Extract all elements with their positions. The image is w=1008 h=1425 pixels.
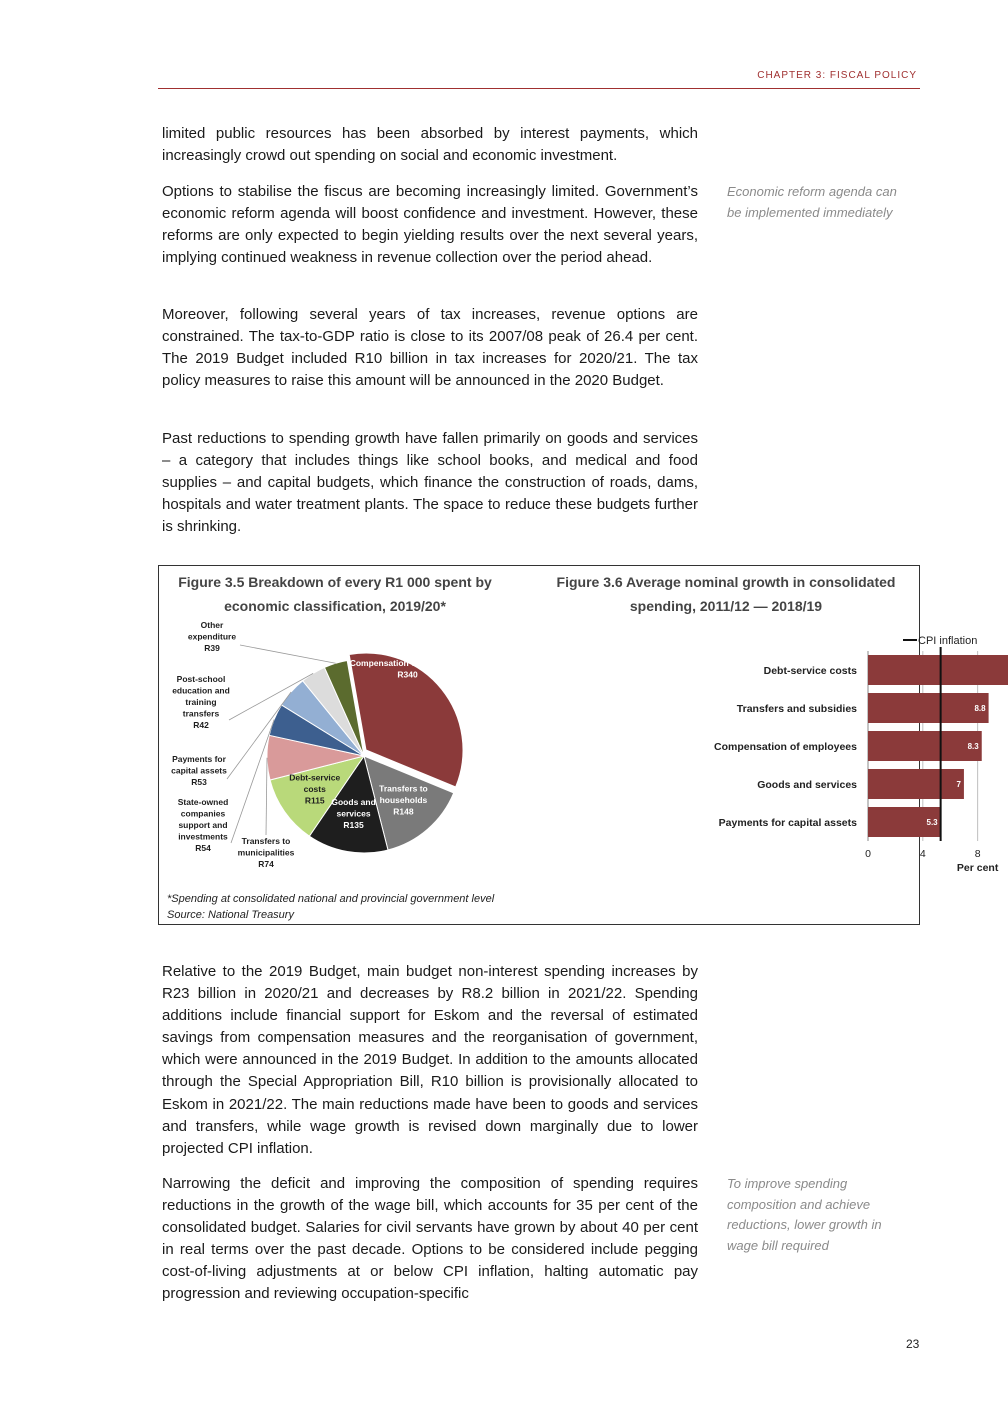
pie-label-compensation-of-employees: Compensation of employees R340	[349, 658, 466, 680]
bar-chart	[539, 635, 999, 881]
bar-category-debt-service-costs: Debt-service costs	[763, 665, 857, 677]
pie-leader-state-owned-companies-support-and-investments	[231, 720, 274, 843]
pie-leader-transfers-to-municipalities	[266, 758, 267, 835]
bar-value-payments-for-capital-assets: 5.3	[926, 818, 938, 827]
pie-label-payments-for-capital-assets: Payments for capital assets R53	[171, 754, 227, 787]
pie-chart	[159, 616, 499, 891]
paragraph-5: Relative to the 2019 Budget, main budget non-interest spending increases by R23 billion in 2020/21 and decreases by R8.2 billion in 2021/22. Spending additions include financial support for Eskom and the reversal of estimated savings from compensation measures and the reorganisation of government, which were announced in the 2019 Budget. In addition to the amounts allocated through the Special Appropriation Bill, R10 billion is provisionally allocated to Eskom in 2021/22. The main reductions made have been to goods and services and transfers, while wage growth is revised down marginally due to lower projected CPI inflation.	[162, 963, 698, 1157]
figure-source: Source: National Treasury	[167, 909, 294, 921]
bar-tick-8: 8	[974, 848, 981, 860]
bar-value-transfers-and-subsidies: 8.8	[974, 704, 986, 713]
side-note-1: Economic reform agenda can be implemented immediately	[727, 184, 897, 220]
pie-label-transfers-to-households: Transfers to households R148	[379, 783, 428, 817]
bar-value-goods-and-services: 7	[956, 780, 961, 789]
paragraph-4: Past reductions to spending growth have fallen primarily on goods and services – a category that includes things like school books, and medical and food supplies – and capital budgets, which finance the construction of roads, dams, hospitals and water treatment plants. The space to reduce these budgets further is shrinking.	[162, 430, 698, 536]
pie-label-debt-service-costs: Debt-service costs R115	[289, 772, 341, 806]
figure-3-5-title-line1: Figure 3.5 Breakdown of every R1 000 spent by	[178, 574, 492, 590]
bar-transfers-and-subsidies	[868, 693, 989, 723]
pie-label-transfers-to-municipalities: Transfers to municipalities R74	[237, 836, 295, 869]
pie-label-other-expenditure: Other expenditure R39	[187, 620, 237, 653]
page-number: 23	[906, 1337, 920, 1351]
figure-3-5-title	[165, 570, 505, 618]
bar-debt-service-costs	[868, 655, 1008, 685]
paragraph-2: Options to stabilise the fiscus are becoming increasingly limited. Government’s economic reform agenda will boost confidence and investment. However, these reforms are only expected to begin yielding results over the next several years, implying continued weakness in revenue collection over the period ahead.	[162, 183, 698, 267]
bar-tick-4: 4	[919, 848, 926, 860]
figure-3-6-title-line2: spending, 2011/12 — 2018/19	[629, 598, 823, 614]
bar-value-compensation-of-employees: 8.3	[967, 742, 979, 751]
pie-leader-other-expenditure	[240, 645, 336, 663]
bar-x-axis-label: Per cent	[956, 862, 999, 874]
bar-category-payments-for-capital-assets: Payments for capital assets	[718, 817, 857, 829]
bar-category-transfers-and-subsidies: Transfers and subsidies	[736, 703, 857, 715]
figure-footnote: *Spending at consolidated national and provincial government level	[167, 893, 495, 905]
legend-cpi-inflation-label: CPI inflation	[918, 635, 978, 647]
pie-label-state-owned-companies-support-and-investments: State-owned companies support and investments R54	[177, 797, 229, 853]
paragraph-1: limited public resources has been absorbed by interest payments, which increasingly crowd out spending on social and economic investment.	[162, 125, 698, 165]
paragraph-6: Narrowing the deficit and improving the composition of spending requires reductions in the growth of the wage bill, which accounts for 35 per cent of the consolidated budget. Salaries for civil servants have grown by about 40 per cent in real terms over the past decade. Options to be considered include pegging cost-of-living adjustments at or below CPI inflation, halting automatic pay progression and reviewing occupation-specific	[162, 1175, 698, 1303]
chapter-title: CHAPTER 3: FISCAL POLICY	[757, 70, 917, 81]
page-header	[158, 68, 920, 89]
bar-goods-and-services	[868, 769, 964, 799]
figure-3-6-title-line1: Figure 3.6 Average nominal growth in consolidated	[556, 574, 896, 590]
pie-label-post-school-education-and-training-transfers: Post-school education and training transfers R42	[172, 674, 230, 730]
side-note-2: To improve spending composition and achieve reductions, lower growth in wage bill required	[727, 1176, 882, 1253]
bar-tick-0: 0	[865, 848, 871, 860]
figure-box	[158, 565, 999, 925]
pie-label-goods-and-services: Goods and services R135	[331, 797, 376, 831]
paragraph-3: Moreover, following several years of tax increases, revenue options are constrained. The tax-to-GDP ratio is close to its 2007/08 peak of 26.4 per cent. The 2019 Budget included R10 billion in tax increases for 2020/21. The tax policy measures to raise this amount will be announced in the 2020 Budget.	[162, 306, 698, 390]
bar-category-compensation-of-employees: Compensation of employees	[714, 741, 857, 753]
figure-3-6-title	[541, 570, 911, 618]
figure-3-5-title-line2: economic classification, 2019/20*	[224, 598, 446, 614]
bar-compensation-of-employees	[868, 731, 982, 761]
bar-category-goods-and-services: Goods and services	[757, 779, 857, 791]
